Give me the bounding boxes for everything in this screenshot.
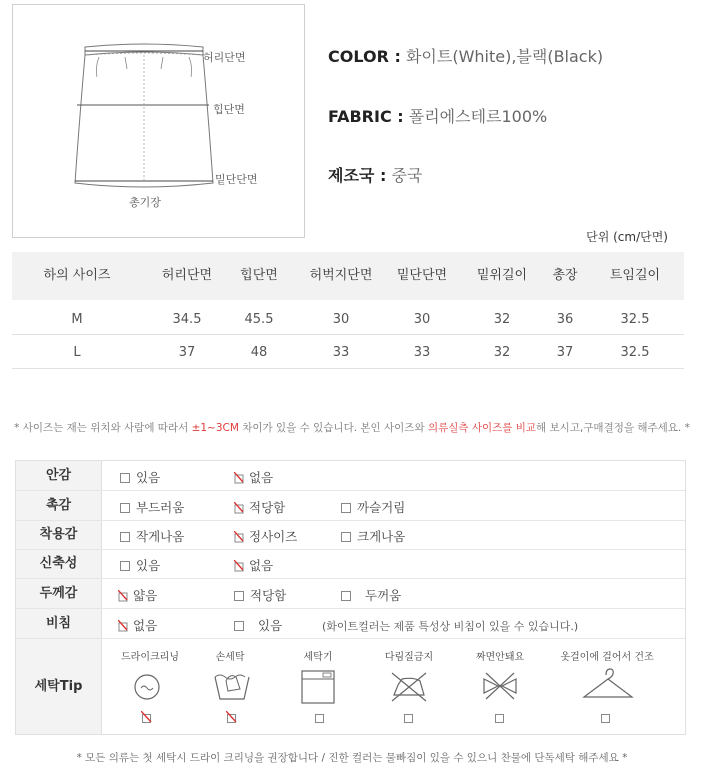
option-sheer-no[interactable]: 없음 <box>118 616 157 634</box>
option-fit-large[interactable]: 크게나옴 <box>341 527 405 545</box>
feature-table <box>15 460 686 735</box>
hip-cell: 48 <box>250 345 268 360</box>
no-iron-icon <box>388 669 430 703</box>
row-divider <box>16 638 685 639</box>
unit-label: 단위 (cm/단면) <box>586 230 668 244</box>
note-text: 차이가 있을 수 있습니다. 본인 사이즈와 <box>238 422 428 434</box>
care-tip-label: 세탁Tip <box>16 639 101 734</box>
checkbox-icon <box>341 532 351 542</box>
row-divider <box>16 578 685 579</box>
skirt-size-illustration <box>12 4 305 238</box>
care-title-washing-machine: 세탁기 <box>303 652 333 663</box>
checked-checkbox-icon <box>118 620 128 632</box>
option-thickness-thin[interactable]: 얇음 <box>118 586 157 604</box>
option-lining-yes[interactable]: 있음 <box>120 468 160 486</box>
option-texture-rough[interactable]: 까슬거림 <box>341 498 405 516</box>
feature-label-thickness: 두께감 <box>16 579 101 608</box>
color-value: 화이트(White),블랙(Black) <box>405 47 604 66</box>
checkbox-icon <box>234 591 244 601</box>
care-title-hanger-dry: 옷걸이에 걸어서 건조 <box>560 652 654 663</box>
color-key: COLOR : <box>328 47 401 66</box>
option-fit-true[interactable]: 정사이즈 <box>234 527 297 545</box>
size-cell: M <box>71 312 83 327</box>
fabric-value: 폴리에스테르100% <box>408 107 548 126</box>
spec-color <box>328 44 603 67</box>
note-highlight: 의류실측 사이즈를 비교 <box>427 422 537 434</box>
option-thickness-thick[interactable]: 두꺼움 <box>341 586 401 604</box>
fabric-key: FABRIC : <box>328 107 404 126</box>
dry-clean-icon <box>130 672 164 702</box>
rise-cell: 32 <box>493 312 511 327</box>
origin-key: 제조국 : <box>328 166 387 185</box>
origin-value: 중국 <box>391 166 423 185</box>
checkbox-icon <box>120 503 130 513</box>
header-hem: 밑단단면 <box>396 268 448 283</box>
no-wring-icon <box>480 669 520 703</box>
feature-label-fit: 착용감 <box>16 521 101 549</box>
waist-cell: 34.5 <box>172 312 202 327</box>
feature-label-stretch: 신축성 <box>16 550 101 578</box>
length-label: 총기장 <box>129 196 161 209</box>
feature-label-sheerness: 비침 <box>16 609 101 638</box>
waist-cell: 37 <box>178 345 196 360</box>
thigh-cell: 30 <box>332 312 350 327</box>
checked-checkbox-icon <box>118 590 128 602</box>
care-title-hand-wash: 손세탁 <box>215 652 245 663</box>
size-note <box>0 420 704 435</box>
option-texture-soft[interactable]: 부드러움 <box>120 498 184 516</box>
header-rise: 밑위길이 <box>476 268 528 283</box>
row-divider <box>16 490 685 491</box>
option-texture-medium[interactable]: 적당함 <box>234 498 285 516</box>
hanger-dry-icon <box>582 667 634 701</box>
header-size: 하의 사이즈 <box>43 268 111 283</box>
length-cell: 36 <box>556 312 574 327</box>
checkbox-icon <box>341 503 351 513</box>
header-slit: 트임길이 <box>609 268 661 283</box>
size-cell: L <box>73 345 81 360</box>
checked-checkbox-icon <box>234 560 244 572</box>
note-text: * 사이즈는 재는 위치와 사람에 따라서 <box>14 422 192 434</box>
feature-label-lining: 안감 <box>16 461 101 490</box>
checked-checkbox-icon <box>234 502 244 514</box>
hem-cell: 33 <box>413 345 431 360</box>
checkbox-icon[interactable] <box>600 713 611 724</box>
checkbox-icon <box>120 532 130 542</box>
column-divider <box>101 461 102 734</box>
length-cell: 37 <box>556 345 574 360</box>
checked-checkbox-icon <box>234 531 244 543</box>
checkbox-icon[interactable] <box>314 713 325 724</box>
option-stretch-yes[interactable]: 있음 <box>120 556 160 574</box>
checked-checkbox-icon[interactable] <box>226 711 237 724</box>
row-divider <box>16 549 685 550</box>
row-divider <box>16 520 685 521</box>
slit-cell: 32.5 <box>620 345 650 360</box>
care-title-no-wring: 짜면안돼요 <box>475 652 525 663</box>
checkbox-icon[interactable] <box>403 713 414 724</box>
header-waist: 허리단면 <box>161 268 213 283</box>
thigh-cell: 33 <box>332 345 350 360</box>
care-title-no-iron: 다림질금지 <box>384 652 434 663</box>
header-length: 총장 <box>552 268 578 283</box>
option-sheer-yes[interactable]: 있음 <box>234 616 282 634</box>
row-divider <box>12 368 684 369</box>
note-highlight: ±1~3CM <box>191 422 239 434</box>
option-fit-small[interactable]: 작게나옴 <box>120 527 184 545</box>
washing-machine-icon <box>300 669 336 705</box>
header-thigh: 허벅지단면 <box>309 268 373 283</box>
hip-label: 힙단면 <box>213 103 245 116</box>
checkbox-icon <box>234 621 244 631</box>
checked-checkbox-icon <box>234 472 244 484</box>
slit-cell: 32.5 <box>620 312 650 327</box>
rise-cell: 32 <box>493 345 511 360</box>
wash-note: * 모든 의류는 첫 세탁시 드라이 크리닝을 권장합니다 / 진한 컬러는 물빠짐이 있을 수 있으니 찬물에 단독세탁 해주세요 * <box>76 752 628 764</box>
feature-label-texture: 촉감 <box>16 491 101 520</box>
header-hip: 힙단면 <box>240 268 278 283</box>
option-lining-no[interactable]: 없음 <box>234 468 273 486</box>
hand-wash-icon <box>212 667 252 703</box>
waist-label: 허리단면 <box>203 51 246 64</box>
spec-origin <box>328 163 422 186</box>
option-thickness-medium[interactable]: 적당함 <box>234 586 286 604</box>
hem-cell: 30 <box>413 312 431 327</box>
checkbox-icon[interactable] <box>494 713 505 724</box>
size-table-header <box>12 252 684 300</box>
note-text: 해 보시고,구매결정을 해주세요. * <box>536 422 690 434</box>
checked-checkbox-icon[interactable] <box>141 711 152 724</box>
hip-cell: 45.5 <box>244 312 274 327</box>
hem-label: 밑단단면 <box>215 173 258 186</box>
checkbox-icon <box>120 473 130 483</box>
row-divider <box>16 608 685 609</box>
care-title-dry-clean: 드라이크리닝 <box>121 652 179 663</box>
sheerness-note: (화이트컬러는 제품 특성상 비침이 있을 수 있습니다.) <box>322 620 579 633</box>
spec-fabric <box>328 104 547 127</box>
checkbox-icon <box>341 591 351 601</box>
row-divider <box>12 334 684 335</box>
option-stretch-no[interactable]: 없음 <box>234 556 273 574</box>
checkbox-icon <box>120 561 130 571</box>
